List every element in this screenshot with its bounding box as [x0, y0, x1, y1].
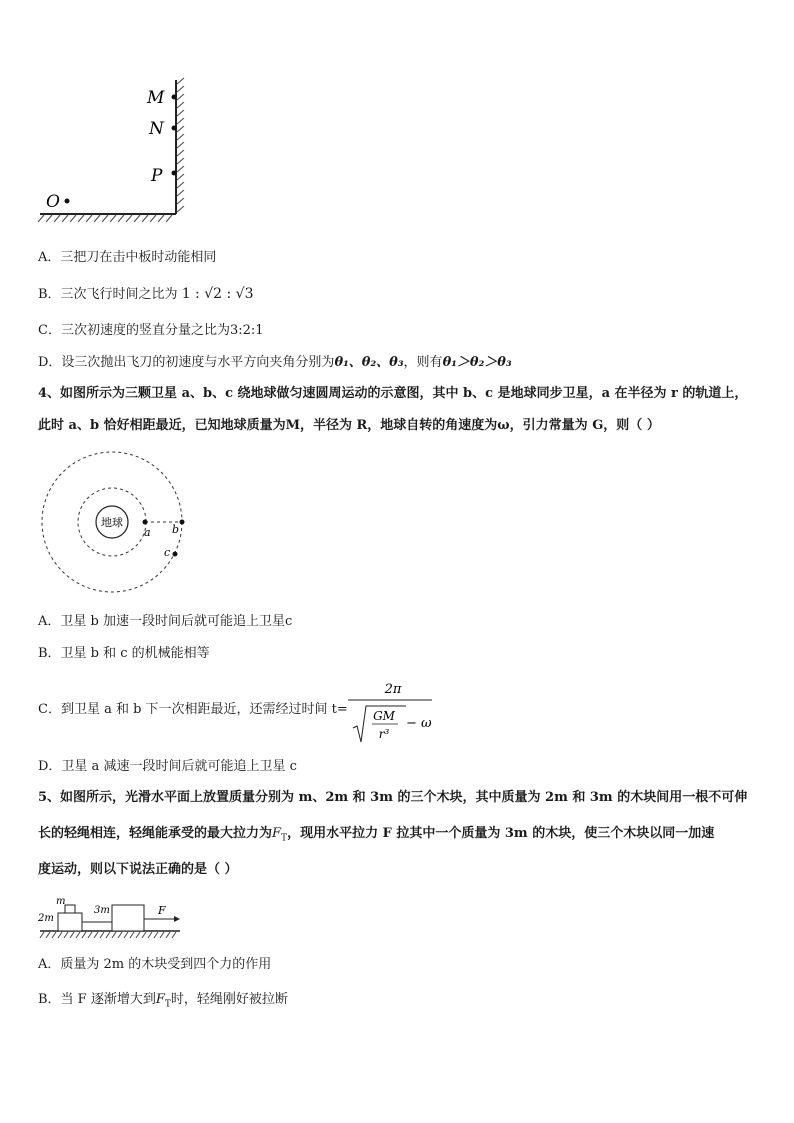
q4-stem-line1: 4、如图所示为三颗卫星 a、b、c 绕地球做匀速圆周运动的示意图，其中 b、c 是地球同步卫星，a 在半径为 r 的轨道上，	[38, 386, 748, 401]
q5-option-b	[38, 991, 288, 1014]
q4-option-b: B．卫星 b 和 c 的机械能相等	[38, 646, 210, 661]
label-force: F	[158, 904, 166, 917]
q5-option-a: A．质量为 2m 的木块受到四个力的作用	[38, 957, 272, 972]
q4-option-d: D．卫星 a 减速一段时间后就可能追上卫星 c	[38, 759, 297, 774]
point-o	[65, 199, 70, 204]
q4-option-c-formula	[340, 676, 440, 746]
block-2m	[58, 913, 82, 931]
q3-option-d-relation: θ₁＞θ₂＞θ₃	[442, 355, 512, 370]
point-p	[172, 171, 177, 176]
earth-label: 地球	[101, 516, 123, 529]
q4-stem-line2: 此时 a、b 恰好相距最近，已知地球质量为M，半径为 R，地球自转的角速度为ω，引力常量为 G，则（ ）	[38, 418, 660, 433]
q3-option-c: C．三次初速度的竖直分量之比为3:2:1	[38, 323, 264, 338]
q3-option-d-thetas: θ₁、θ₂、θ₃	[334, 355, 404, 370]
q5-option-b-ft: F	[155, 992, 165, 1007]
q4-option-a: A．卫星 b 加速一段时间后就可能追上卫星c	[38, 614, 293, 629]
formula-r3: r³	[378, 727, 390, 741]
q3-option-d-text: D．设三次抛出飞刀的初速度与水平方向夹角分别为	[38, 355, 335, 370]
satellite-a-label: a	[144, 526, 151, 539]
q5-stem-line2	[38, 825, 714, 848]
label-m: M	[147, 88, 165, 108]
wall-figure	[30, 70, 210, 230]
q5-option-b-ft-sub: T	[164, 999, 171, 1010]
satellite-c-label: c	[164, 546, 171, 559]
formula-gm: GM	[373, 709, 395, 723]
formula-numerator: 2π	[384, 682, 402, 697]
q5-stem-line2-pre: 长的轻绳相连，轻绳能承受的最大拉力为	[38, 826, 273, 841]
q3-option-d	[38, 354, 512, 372]
blocks-figure	[36, 893, 186, 943]
label-p: P	[151, 166, 163, 186]
label-2m-block: 2m	[38, 913, 54, 924]
q5-stem-ft-sub: T	[281, 833, 288, 844]
satellite-b-label: b	[172, 523, 180, 536]
q5-option-b-pre: B．当 F 逐渐增大到	[38, 992, 156, 1007]
satellite-c	[173, 552, 178, 557]
q4-option-c: C．到卫星 a 和 b 下一次相距最近，还需经过时间 t=	[38, 702, 348, 717]
q3-option-b	[38, 285, 254, 304]
label-o: O	[46, 192, 60, 212]
label-n: N	[149, 119, 164, 139]
block-m	[65, 905, 75, 913]
formula-minus-omega: − ω	[406, 716, 432, 731]
point-m	[172, 95, 177, 100]
satellite-b	[180, 520, 185, 525]
point-n	[172, 126, 177, 131]
q5-option-b-post: 时，轻绳刚好被拉断	[170, 992, 288, 1007]
label-m-block: m	[56, 896, 66, 907]
orbit-figure	[36, 448, 196, 598]
q3-option-a: A．三把刀在击中板时动能相同	[38, 250, 217, 265]
block-3m	[112, 905, 144, 931]
satellite-a	[143, 520, 148, 525]
q3-option-b-math: 1 : √2 : √3	[181, 286, 254, 302]
q5-stem-line3: 度运动，则以下说法正确的是（ ）	[38, 862, 238, 877]
q5-stem-ft: F	[272, 826, 282, 841]
q3-option-b-text: B．三次飞行时间之比为	[38, 287, 178, 302]
q5-stem-line2-post: ，现用水平拉力 F 拉其中一个质量为 3m 的木块，使三个木块以同一加速	[287, 826, 715, 841]
q3-option-d-mid: ，则有	[403, 355, 443, 370]
label-3m-block: 3m	[94, 905, 110, 916]
q5-stem-line1: 5、如图所示，光滑水平面上放置质量分别为 m、2m 和 3m 的三个木块，其中质量为 2m 和 3m 的木块间用一根不可伸	[38, 790, 748, 805]
